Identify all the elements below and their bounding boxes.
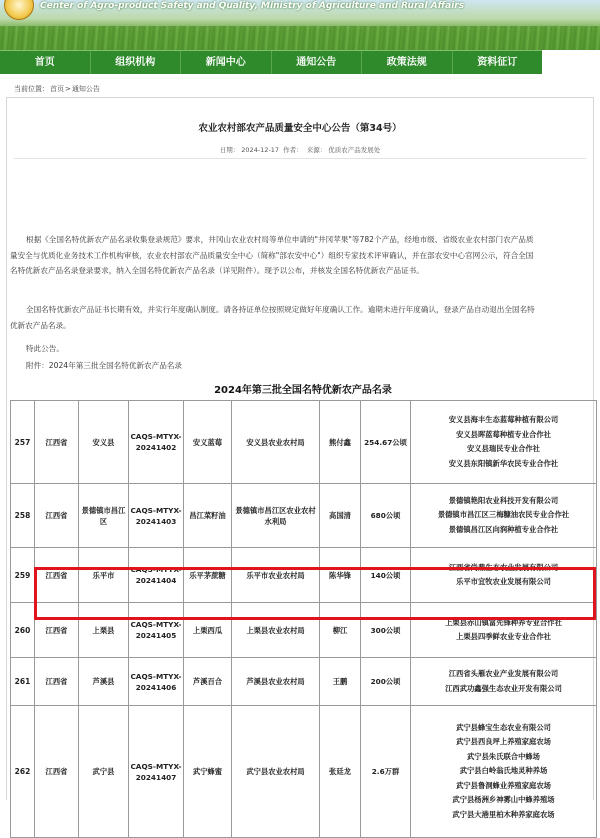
applicant-org-cell: 景德镇市昌江区农业农村水利局 <box>232 484 320 548</box>
product-name-cell: 昌江菜籽油 <box>184 484 232 548</box>
applicant-org-cell: 芦溪县农业农村局 <box>232 658 320 706</box>
production-unit: 安义县东阳镇新华农民专业合作社 <box>448 458 559 468</box>
article-source: 优质农产品发展处 <box>328 146 381 154</box>
product-name-cell: 芦溪百合 <box>184 658 232 706</box>
article-meta <box>0 145 600 154</box>
rice-field-image <box>0 26 600 50</box>
product-name-cell: 上栗西瓜 <box>184 603 232 658</box>
scale-cell: 140公顷 <box>361 548 411 603</box>
contact-cell: 熊付鑫 <box>320 401 361 484</box>
cert-number-cell: CAQS-MTYX-20241405 <box>129 603 184 658</box>
cert-number-cell: CAQS-MTYX-20241403 <box>129 484 184 548</box>
breadcrumb <box>14 84 101 94</box>
production-units-cell <box>411 548 597 603</box>
county-cell: 安义县 <box>79 401 129 484</box>
table-title: 2024年第三批全国名特优新农产品名录 <box>214 385 392 396</box>
county-cell: 武宁县 <box>79 706 129 838</box>
production-unit: 景德镇昌江区向润种植专业合作社 <box>448 524 559 534</box>
row-number: 259 <box>11 548 35 603</box>
production-unit: 武宁县鲁洞蜂业养殖家庭农场 <box>456 780 551 790</box>
production-unit: 武宁县蜂宝生态农业有限公司 <box>456 722 551 732</box>
table-row <box>11 548 597 603</box>
main-nav <box>0 50 542 74</box>
production-unit: 乐平市宜牧农业发展有限公司 <box>456 577 551 586</box>
table-row <box>11 401 597 484</box>
province-cell: 江西省 <box>35 548 79 603</box>
source-label: 来源： <box>306 146 327 154</box>
row-number: 258 <box>11 484 35 548</box>
row-number: 260 <box>11 603 35 658</box>
scale-cell: 254.67公顷 <box>361 401 411 484</box>
breadcrumb-current[interactable]: 通知公告 <box>71 85 100 93</box>
product-list-table <box>10 400 597 838</box>
contact-cell: 柳江 <box>320 603 361 658</box>
nav-item-notices[interactable]: 通知公告 <box>272 51 363 74</box>
province-cell: 江西省 <box>35 706 79 838</box>
production-unit: 武宁县白岭翁氏地灵种养场 <box>459 766 548 776</box>
production-units-cell <box>411 484 597 548</box>
row-number: 261 <box>11 658 35 706</box>
scale-cell: 300公顷 <box>361 603 411 658</box>
site-english-title: Center of Agro-product Safety and Quality, Ministry of Agriculture and Rural Affairs <box>40 1 465 11</box>
applicant-org-cell: 乐平市农业农村局 <box>232 548 320 603</box>
production-units-cell <box>411 603 597 658</box>
production-unit: 江西武功鑫强生态农业开发有限公司 <box>445 683 562 693</box>
article-title: 农业农村部农产品质量安全中心公告（第34号） <box>198 123 402 134</box>
breadcrumb-home-link[interactable]: 首页 <box>50 85 64 93</box>
production-unit: 景德镇市昌江区三梅糠油农民专业合作社 <box>437 510 570 520</box>
center-logo-icon[interactable] <box>4 0 34 20</box>
table-row <box>11 603 597 658</box>
production-unit: 安义县海丰生态蓝莓种植有限公司 <box>448 415 559 424</box>
production-unit: 江西省尚鼎生态农业发展有限公司 <box>448 562 559 572</box>
attachment-table-image <box>10 382 596 819</box>
province-cell: 江西省 <box>35 484 79 548</box>
scale-cell: 2.6万群 <box>361 706 411 838</box>
header-banner <box>0 0 600 50</box>
production-unit: 武宁县大港里柏木种养家庭农场 <box>452 809 555 819</box>
meta-divider <box>14 158 586 159</box>
production-unit: 上栗县四季鲜农业专业合作社 <box>456 632 551 641</box>
cert-number-cell: CAQS-MTYX-20241406 <box>129 658 184 706</box>
table-row <box>11 658 597 706</box>
production-unit: 武宁县朱氏联合中蜂场 <box>467 751 540 761</box>
production-unit: 安义县瑞民专业合作社 <box>467 444 540 453</box>
table-row <box>11 706 597 838</box>
article-paragraph-1: 根据《全国名特优新农产品名录收集登录规范》要求，井冈山农业农村局等单位申请的"井冈苹果"等782个产品，经地市级、省级农业农村部门农产品质量安全与优质化业务技术工作机构审核，农业农村部农产品质量安全中心（简称"部农安中心"）组织专家技术评审确认，并在部农安中心官网公示，符合全国名特优新农产品名录登录要求，纳入全国名特优新农产品名录（详见附件）。现予以公布，并核发全国名特优新农产品证书。 <box>10 235 534 275</box>
cert-number-cell: CAQS-MTYX-20241407 <box>129 706 184 838</box>
contact-cell: 陈华锋 <box>320 548 361 603</box>
nav-item-home[interactable]: 首页 <box>0 51 91 74</box>
date-label: 日期： <box>219 146 240 154</box>
county-cell: 景德镇市昌江区 <box>79 484 129 548</box>
row-number: 262 <box>11 706 35 838</box>
province-cell: 江西省 <box>35 658 79 706</box>
attachment-link[interactable]: 附件：2024年第三批全国名特优新农产品名录 <box>26 361 183 370</box>
cert-number-cell: CAQS-MTYX-20241402 <box>129 401 184 484</box>
scale-cell: 200公顷 <box>361 658 411 706</box>
province-cell: 江西省 <box>35 401 79 484</box>
contact-cell: 高国清 <box>320 484 361 548</box>
contact-cell: 张廷龙 <box>320 706 361 838</box>
production-units-cell <box>411 658 597 706</box>
article-paragraph-2: 全国名特优新农产品证书长期有效，并实行年度确认制度。请各持证单位按照规定做好年度确认工作。逾期未进行年度确认，登录产品自动退出全国名特优新农产品名录。 <box>10 305 535 330</box>
nav-item-organization[interactable]: 组织机构 <box>91 51 182 74</box>
applicant-org-cell: 上栗县农业农村局 <box>232 603 320 658</box>
county-cell: 芦溪县 <box>79 658 129 706</box>
production-unit: 景德镇艳阳农业科技开发有限公司 <box>448 495 559 505</box>
table-row <box>11 484 597 548</box>
nav-item-policies[interactable]: 政策法规 <box>362 51 453 74</box>
scale-cell: 680公顷 <box>361 484 411 548</box>
author-label: 作者： <box>283 146 303 154</box>
production-units-cell <box>411 706 597 838</box>
product-name-cell: 武宁蜂蜜 <box>184 706 232 838</box>
article-date: 2024-12-17 <box>241 146 280 154</box>
contact-cell: 王鹏 <box>320 658 361 706</box>
row-number: 257 <box>11 401 35 484</box>
product-name-cell: 乐平茅蔗糖 <box>184 548 232 603</box>
province-cell: 江西省 <box>35 603 79 658</box>
breadcrumb-label: 当前位置： <box>14 85 49 93</box>
production-unit: 武宁县杨洲乡神雾山中蜂养殖场 <box>452 795 555 805</box>
breadcrumb-separator: > <box>65 85 71 93</box>
applicant-org-cell: 武宁县农业农村局 <box>232 706 320 838</box>
article-paragraph-3: 特此公告。 <box>26 344 64 353</box>
production-units-cell <box>411 401 597 484</box>
county-cell: 乐平市 <box>79 548 129 603</box>
production-unit: 江西省头雁农业产业发展有限公司 <box>448 669 559 678</box>
production-unit: 武宁县西良坪上养殖家庭农场 <box>456 737 551 747</box>
cert-number-cell: CAQS-MTYX-20241404 <box>129 548 184 603</box>
production-unit: 安义县晖蓝莓种植专业合作社 <box>456 429 551 439</box>
production-unit: 上栗县赤山镇富先锋种养专业合作社 <box>445 617 562 627</box>
product-name-cell: 安义蓝莓 <box>184 401 232 484</box>
county-cell: 上栗县 <box>79 603 129 658</box>
nav-item-subscriptions[interactable]: 资料征订 <box>477 57 518 68</box>
applicant-org-cell: 安义县农业农村局 <box>232 401 320 484</box>
nav-item-news[interactable]: 新闻中心 <box>181 51 272 74</box>
